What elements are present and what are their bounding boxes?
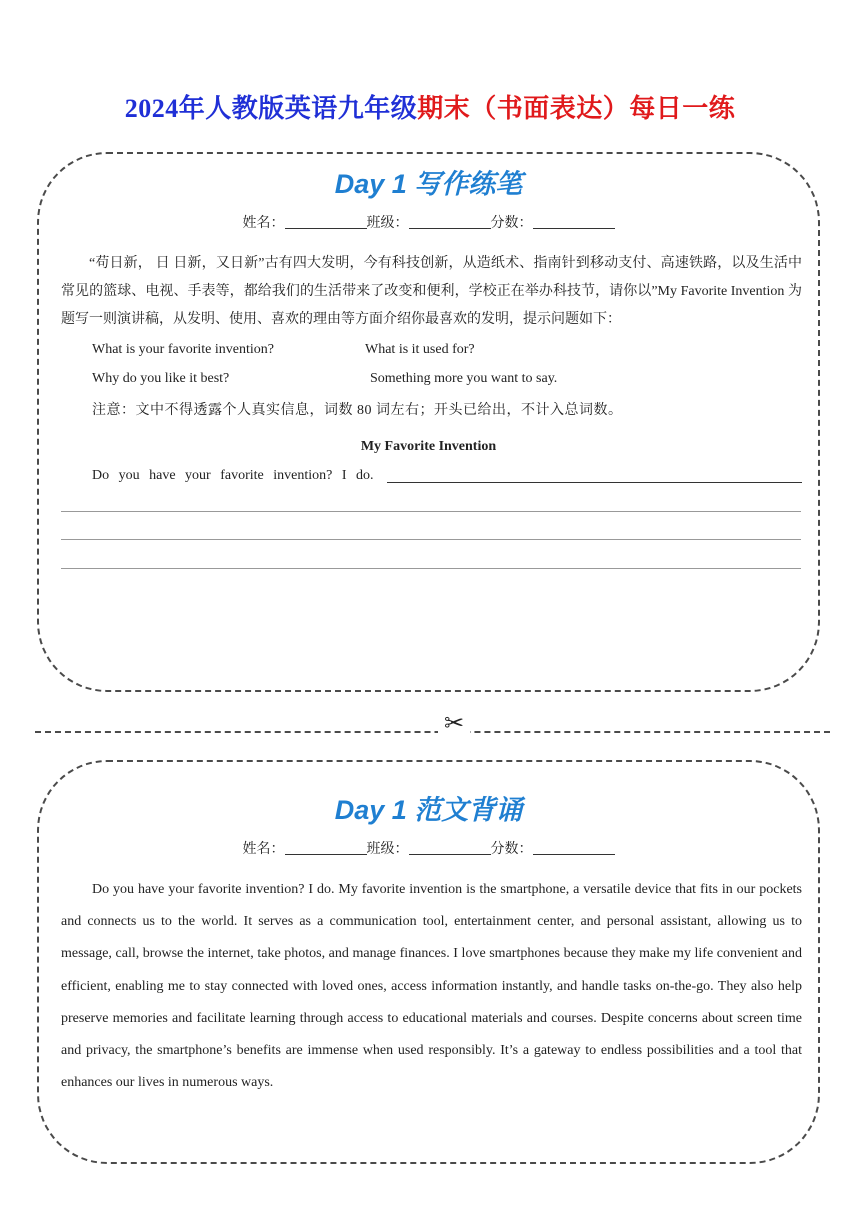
name-blank[interactable] bbox=[285, 214, 367, 229]
cut-divider bbox=[35, 731, 830, 733]
essay-opening-sentence: Do you have your favorite invention? I do. bbox=[92, 468, 374, 483]
writing-line-first[interactable] bbox=[387, 482, 802, 483]
page-title bbox=[0, 88, 860, 125]
name-label: 姓名： bbox=[242, 842, 285, 857]
writing-practice-card bbox=[37, 152, 820, 692]
name-blank[interactable] bbox=[285, 840, 367, 855]
class-label: 班级： bbox=[366, 842, 409, 857]
question-1: What is your favorite invention? bbox=[92, 342, 274, 357]
writing-line[interactable] bbox=[61, 511, 801, 512]
model-essay-text: Do you have your favorite invention? I do. My favorite invention is the smartphone, a versatile device that fits in our pockets and connects us to the world. It serves as a communication tool, entertainment center, and personal assistant, allowing us to message, call, browse the internet, take photos, and manage finances. I love smartphones because they make my life convenient and efficient, enabling me to stay connected with loved ones, access information instantly, and handle tasks on-the-go. They also help preserve memories and facilitate learning through access to educational materials and courses. Despite concerns about screen time and privacy, the smartphone’s benefits are immense when used responsibly. It’s a gateway to endless possibilities and a tool that enhances our lives in numerous ways. bbox=[61, 882, 802, 1091]
student-info-row bbox=[39, 212, 818, 232]
title-part-red: 期末（书面表达）每日一练 bbox=[417, 94, 736, 123]
writing-line[interactable] bbox=[61, 539, 801, 540]
question-2: What is it used for? bbox=[365, 342, 475, 357]
score-label: 分数： bbox=[490, 842, 533, 857]
scissors-icon: ✂ bbox=[438, 710, 470, 736]
question-4: Something more you want to say. bbox=[370, 371, 558, 386]
class-blank[interactable] bbox=[409, 214, 491, 229]
score-label: 分数： bbox=[490, 216, 533, 231]
title-part-blue: 2024年人教版英语九年级 bbox=[124, 94, 418, 123]
name-label: 姓名： bbox=[242, 216, 285, 231]
model-card-heading: Day 1 范文背诵 bbox=[334, 795, 523, 825]
question-3: Why do you like it best? bbox=[92, 371, 230, 386]
score-blank[interactable] bbox=[533, 214, 615, 229]
student-info-row bbox=[39, 838, 818, 858]
writing-line[interactable] bbox=[61, 568, 801, 569]
class-blank[interactable] bbox=[409, 840, 491, 855]
score-blank[interactable] bbox=[533, 840, 615, 855]
class-label: 班级： bbox=[366, 216, 409, 231]
model-essay-card bbox=[37, 760, 820, 1164]
writing-prompt: “苟日新， 日 日新，又日新”古有四大发明，今有科技创新，从造纸术、指南针到移动支付、高速铁路，以及生活中常见的篮球、电视、手表等，都给我们的生活带来了改变和便利，学校正在举办科技节，请你以”My Favorite Invention 为题写一则演讲稿，从发明、使用、喜欢的理由等方面介绍你最喜欢的发明，提示问题如下： bbox=[61, 256, 802, 327]
writing-card-heading: Day 1 写作练笔 bbox=[334, 169, 523, 199]
writing-note: 注意：文中不得透露个人真实信息，词数 80 词左右；开头已给出，不计入总词数。 bbox=[92, 403, 623, 418]
essay-title: My Favorite Invention bbox=[360, 439, 497, 454]
